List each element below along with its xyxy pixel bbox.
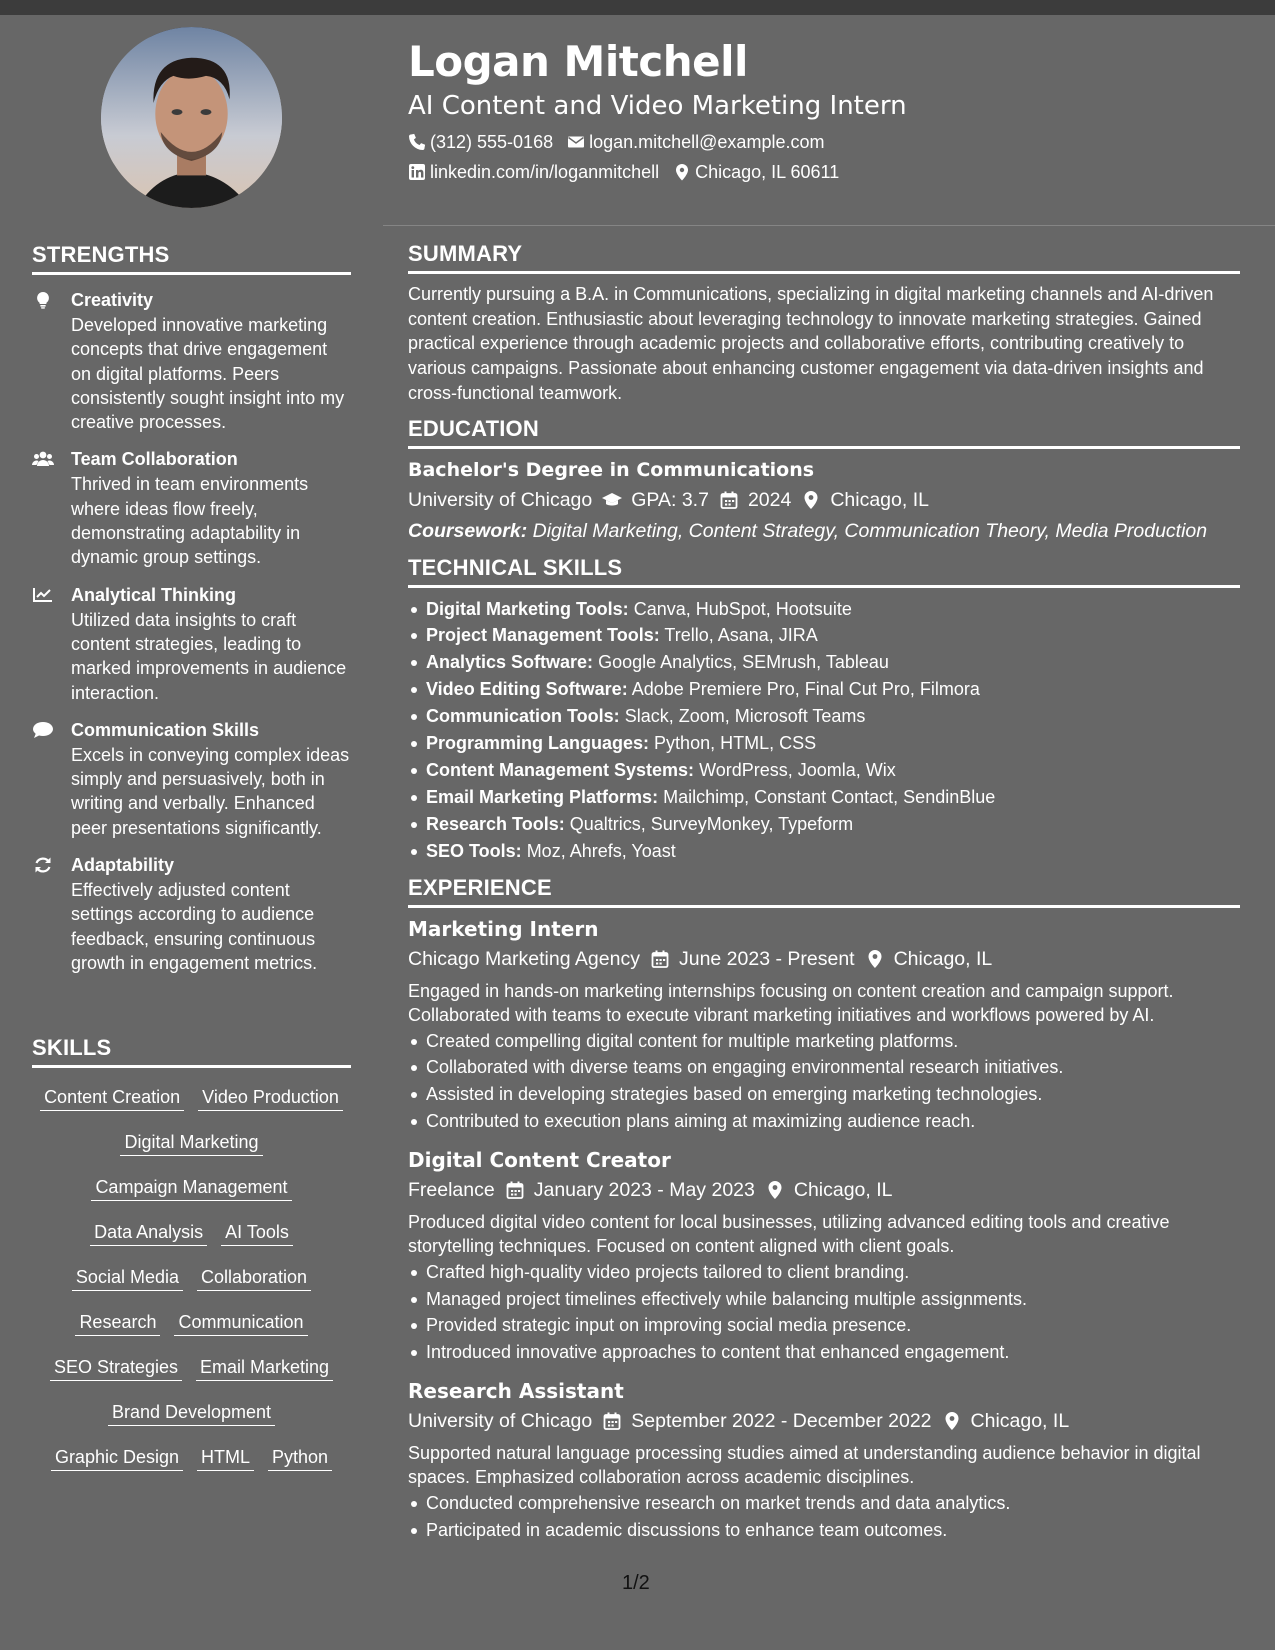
contact-line [408, 161, 1248, 183]
skill-category: Research Tools: [426, 813, 565, 834]
linkedin-icon [408, 163, 426, 181]
school-name: University of Chicago [408, 488, 593, 511]
skill-values: Canva, HubSpot, Hootsuite [633, 598, 852, 619]
skill-chip-list [32, 1076, 351, 1481]
map-marker-icon [942, 1411, 962, 1431]
skill-values: Mailchimp, Constant Contact, SendinBlue [663, 786, 996, 807]
job-dates: January 2023 - May 2023 [533, 1178, 755, 1201]
experience-heading: EXPERIENCE [408, 875, 1240, 908]
page-indicator: 1/2 [622, 1572, 650, 1594]
list-item [408, 784, 1240, 811]
graduation-cap-icon [602, 490, 622, 510]
contact-line [408, 131, 1248, 153]
list-item: Provided strategic input on improving social media presence. [408, 1312, 1240, 1339]
map-marker-icon [673, 163, 691, 181]
gpa-text: GPA: 3.7 [631, 488, 709, 511]
coursework-line [408, 517, 1240, 545]
calendar-icon [650, 949, 670, 969]
skill-category: Email Marketing Platforms: [426, 786, 659, 807]
skill-values: Slack, Zoom, Microsoft Teams [624, 706, 866, 727]
skill-row [32, 1346, 351, 1391]
list-item: Contributed to execution plans aiming at maximizing audience reach. [408, 1108, 1240, 1135]
technical-skills-list [408, 596, 1240, 865]
job-meta [408, 945, 1240, 973]
skill-row [32, 1076, 351, 1121]
strength-description: Developed innovative marketing concepts that drive engagement on digital platforms. Peers consistently sought insight into my creative processes. [71, 315, 345, 433]
skill-row [32, 1166, 351, 1211]
avatar-portrait-icon [101, 27, 282, 208]
skill-chip[interactable]: AI Tools [221, 1221, 293, 1246]
map-marker-icon [765, 1180, 785, 1200]
strength-item [32, 854, 351, 975]
education-heading: EDUCATION [408, 416, 1240, 449]
job-dates: September 2022 - December 2022 [631, 1409, 932, 1432]
strength-item [32, 289, 351, 434]
skill-row [32, 1256, 351, 1301]
dates-group [602, 1407, 931, 1435]
technical-skills-section [408, 555, 1240, 865]
job-location-group [865, 945, 993, 973]
skill-chip[interactable]: Research [75, 1311, 160, 1336]
skill-chip[interactable]: Video Production [198, 1086, 343, 1111]
education-section [408, 416, 1240, 545]
strength-description: Excels in conveying complex ideas simply and persuasively, both in writing and verbally. Enhanced peer presentations significantly. [71, 744, 350, 838]
summary-section [408, 241, 1240, 406]
map-marker-icon [865, 949, 885, 969]
envelope-icon [567, 133, 585, 151]
linkedin-text: linkedin.com/in/loganmitchell [430, 162, 660, 182]
sidebar [0, 15, 383, 1635]
skill-chip[interactable]: Collaboration [197, 1266, 311, 1291]
edu-location: Chicago, IL [830, 488, 929, 511]
list-item [408, 811, 1240, 838]
comment-icon [32, 721, 54, 739]
contact-location [673, 161, 839, 183]
strengths-section [32, 242, 351, 975]
coursework-label: Coursework: [408, 519, 528, 542]
year-group [719, 486, 791, 514]
list-item: Assisted in developing strategies based on emerging marketing technologies. [408, 1081, 1240, 1108]
strength-item [32, 719, 351, 840]
job-meta [408, 1407, 1240, 1435]
skill-values: WordPress, Joomla, Wix [699, 759, 896, 780]
skill-row [32, 1391, 351, 1436]
skill-category: Video Editing Software: [426, 679, 628, 700]
phone-text: (312) 555-0168 [430, 132, 554, 152]
list-item: Managed project timelines effectively while balancing multiple assignments. [408, 1286, 1240, 1313]
job-location: Chicago, IL [893, 947, 993, 970]
strengths-heading: STRENGTHS [32, 242, 351, 275]
strength-title: Team Collaboration [71, 449, 238, 470]
skill-chip[interactable]: Python [268, 1446, 332, 1471]
skill-values: Moz, Ahrefs, Yoast [526, 840, 676, 861]
resume-header [408, 37, 1248, 183]
skill-chip[interactable]: Social Media [72, 1266, 183, 1291]
strength-item [32, 448, 351, 569]
job-description: Supported natural language processing studies aimed at understanding audience behavior in digital spaces. Emphasized collaboration across academic disciplines. [408, 1442, 1201, 1488]
skills-section [32, 1035, 351, 1481]
summary-heading: SUMMARY [408, 241, 1240, 274]
chart-line-icon [32, 586, 54, 604]
skill-chip[interactable]: Brand Development [108, 1401, 275, 1426]
skill-category: Programming Languages: [426, 733, 650, 754]
gpa-group [602, 486, 709, 514]
top-bar [0, 0, 1275, 15]
job-role: Research Assistant [408, 1378, 624, 1403]
job-description: Produced digital video content for local businesses, utilizing advanced editing tools and creative storytelling techniques. Focused on content aligned with client goals. [408, 1211, 1170, 1257]
coursework-text: Digital Marketing, Content Strategy, Communication Theory, Media Production [532, 519, 1208, 542]
sync-icon [32, 856, 54, 874]
calendar-icon [505, 1180, 525, 1200]
graduation-year: 2024 [747, 488, 792, 511]
company-name: University of Chicago [408, 1409, 593, 1432]
skill-row [32, 1121, 351, 1166]
calendar-icon [602, 1411, 622, 1431]
main-content [408, 241, 1240, 1556]
job-role: Marketing Intern [408, 916, 599, 941]
skill-values: Python, HTML, CSS [654, 733, 817, 754]
skill-values: Google Analytics, SEMrush, Tableau [598, 652, 889, 673]
skill-chip[interactable]: Digital Marketing [120, 1131, 262, 1156]
strength-description: Utilized data insights to craft content strategies, leading to marked improvements in audience interaction. [71, 609, 347, 703]
skill-chip[interactable]: Campaign Management [91, 1176, 291, 1201]
skill-category: Communication Tools: [426, 706, 620, 727]
contact-linkedin[interactable] [408, 161, 659, 183]
skill-category: Project Management Tools: [426, 625, 660, 646]
candidate-name: Logan Mitchell [408, 37, 748, 86]
job-bullets [408, 1028, 1240, 1135]
job-meta [408, 1176, 1240, 1204]
skill-category: SEO Tools: [426, 840, 522, 861]
skill-category: Analytics Software: [426, 652, 594, 673]
skill-chip[interactable]: HTML [197, 1446, 254, 1471]
skill-chip[interactable]: Data Analysis [90, 1221, 207, 1246]
job-entry [408, 916, 1240, 1135]
job-entry [408, 1147, 1240, 1366]
skill-row [32, 1211, 351, 1256]
technical-skills-heading: TECHNICAL SKILLS [408, 555, 1240, 588]
list-item: Crafted high-quality video projects tailored to client branding. [408, 1259, 1240, 1286]
job-bullets [408, 1259, 1240, 1366]
strength-title: Analytical Thinking [71, 584, 237, 605]
list-item: Conducted comprehensive research on market trends and data analytics. [408, 1490, 1240, 1517]
map-marker-icon [801, 490, 821, 510]
dates-group [505, 1176, 755, 1204]
list-item [408, 596, 1240, 623]
job-location: Chicago, IL [793, 1178, 893, 1201]
list-item [408, 703, 1240, 730]
list-item: Collaborated with diverse teams on engaging environmental research initiatives. [408, 1054, 1240, 1081]
experience-section [408, 875, 1240, 1544]
job-role: Digital Content Creator [408, 1147, 671, 1172]
summary-text: Currently pursuing a B.A. in Communications, specializing in digital marketing channels and AI-driven content creation. Enthusiastic about leveraging technology to innovate marketing strategies. Gained practical experience through academic projects and collaborative efforts, contributing creatively to various campaigns. Passionate about enhancing customer engagement via data-driven insights and cross-functional teamwork. [408, 284, 1214, 403]
strength-description: Thrived in team environments where ideas flow freely, demonstrating adaptability in dynamic group settings. [71, 474, 309, 568]
degree-title: Bachelor's Degree in Communications [408, 458, 815, 481]
skill-category: Digital Marketing Tools: [426, 598, 629, 619]
job-location-group [942, 1407, 1070, 1435]
list-item: Introduced innovative approaches to content that enhanced engagement. [408, 1339, 1240, 1366]
job-entry [408, 1378, 1240, 1544]
strength-title: Adaptability [71, 855, 175, 876]
calendar-icon [719, 490, 739, 510]
job-location-group [765, 1176, 893, 1204]
phone-icon [408, 133, 426, 151]
skill-chip[interactable]: Graphic Design [51, 1446, 183, 1471]
skill-row [32, 1436, 351, 1481]
list-item [408, 730, 1240, 757]
candidate-title: AI Content and Video Marketing Intern [408, 91, 907, 121]
strength-description: Effectively adjusted content settings according to audience feedback, ensuring continuous growth in engagement metrics. [71, 880, 318, 973]
dates-group [650, 945, 855, 973]
list-item [408, 757, 1240, 784]
contact-email[interactable] [567, 131, 824, 153]
list-item: Participated in academic discussions to enhance team outcomes. [408, 1517, 1240, 1544]
company-name: Freelance [408, 1178, 495, 1201]
skill-values: Trello, Asana, JIRA [664, 625, 818, 646]
strength-item [32, 584, 351, 705]
company-name: Chicago Marketing Agency [408, 947, 640, 970]
strength-title: Communication Skills [71, 719, 260, 740]
skills-heading: SKILLS [32, 1035, 351, 1068]
job-description: Engaged in hands-on marketing internships focusing on content creation and campaign support. Collaborated with teams to execute vibrant marketing initiatives and workflows powered by AI. [408, 980, 1174, 1026]
list-item [408, 622, 1240, 649]
list-item [408, 838, 1240, 865]
skill-chip[interactable]: Content Creation [40, 1086, 184, 1111]
list-item: Created compelling digital content for multiple marketing platforms. [408, 1028, 1240, 1055]
skill-category: Content Management Systems: [426, 759, 695, 780]
list-item [408, 676, 1240, 703]
job-location: Chicago, IL [970, 1409, 1070, 1432]
edu-location-group [801, 486, 929, 514]
job-bullets [408, 1490, 1240, 1544]
skill-chip[interactable]: Email Marketing [196, 1356, 333, 1381]
skill-chip[interactable]: Communication [174, 1311, 307, 1336]
skill-values: Qualtrics, SurveyMonkey, Typeform [569, 813, 854, 834]
job-dates: June 2023 - Present [678, 947, 855, 970]
education-meta [408, 486, 1240, 514]
location-text: Chicago, IL 60611 [695, 162, 840, 182]
skill-values: Adobe Premiere Pro, Final Cut Pro, Filmora [631, 679, 980, 700]
skill-row [32, 1301, 351, 1346]
header-divider [383, 225, 1275, 226]
skill-chip[interactable]: SEO Strategies [50, 1356, 182, 1381]
email-text: logan.mitchell@example.com [589, 132, 825, 152]
strength-title: Creativity [71, 290, 154, 310]
avatar [101, 27, 282, 208]
lightbulb-icon [32, 291, 54, 309]
list-item [408, 649, 1240, 676]
contact-phone[interactable] [408, 131, 553, 153]
users-icon [32, 450, 54, 468]
